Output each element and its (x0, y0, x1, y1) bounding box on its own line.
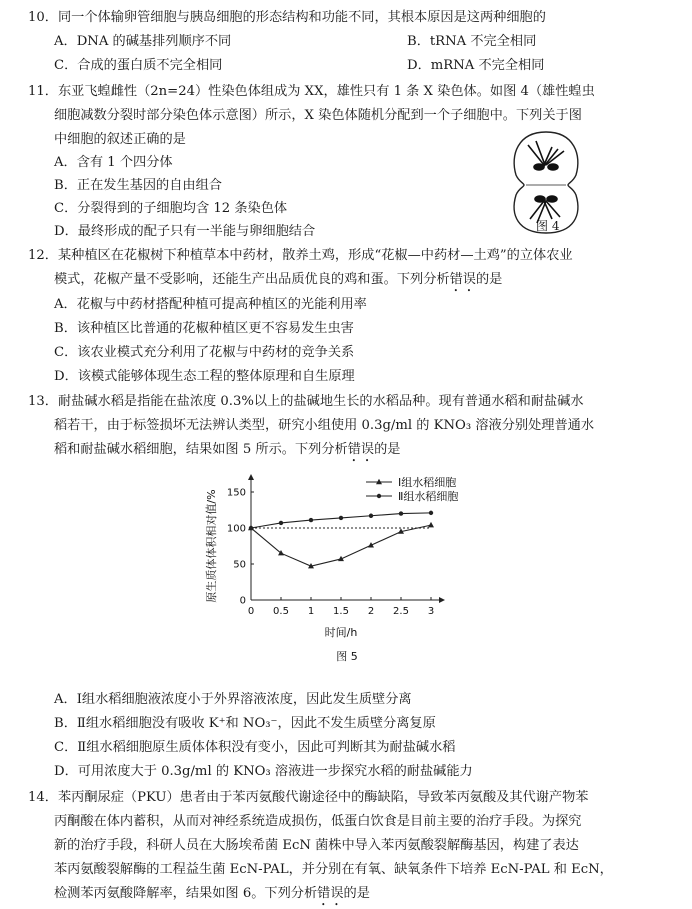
x-tick-label: 1.5 (333, 606, 349, 617)
q14-stem-line4: 苯丙氨酸裂解酶的工程益生菌 EcN-PAL，并分别在有氧、缺氧条件下培养 EcN-PAL 和 EcN， (54, 862, 613, 877)
q13-stem-line3 (54, 440, 400, 465)
y-axis-arrow (248, 474, 254, 480)
q14-stem-line3: 新的治疗手段，科研人员在大肠埃希菌 EcN 菌株中导入苯丙氨酸裂解酶基因，构建了表达 (54, 838, 579, 853)
q11-option-c: C．分裂得到的子细胞均含 12 条染色体 (54, 201, 288, 216)
q13-option-a: A．Ⅰ组水稻细胞液浓度小于外界溶液浓度，因此发生质壁分离 (54, 692, 412, 707)
q11-stem-line3: 中细胞的叙述正确的是 (54, 132, 186, 147)
series-2-point (309, 518, 313, 522)
q14-stem-tail: 的是 (343, 886, 370, 901)
y-tick-label: 50 (233, 559, 246, 571)
series-2-point (429, 511, 433, 515)
q11-option-d: D．最终形成的配子只有一半能与卵细胞结合 (54, 224, 316, 239)
q12-stem-line1: 12．某种植区在花椒树下种植草本中药材，散养土鸡，形成“花椒—中药材—土鸡”的立体农业 (28, 248, 573, 263)
q14-stem-line2: 丙酮酸在体内蓄积，从而对神经系统造成损伤，低蛋白饮食是目前主要的治疗手段。为探究 (54, 814, 582, 829)
q13-stem-line1: 13．耐盐碱水稻是指能在盐浓度 0.3%以上的盐碱地生长的水稻品种。现有普通水稻和耐盐碱水 (28, 394, 584, 409)
q14-stem-line1: 14．苯丙酮尿症（PKU）患者由于苯丙氨酸代谢途径中的酶缺陷，导致苯丙氨酸及其代谢产物苯 (28, 790, 589, 805)
q13-stem-tail: 的是 (374, 442, 401, 457)
series-2-point (399, 511, 403, 515)
chromosomes-upper (528, 141, 564, 170)
q13-option-b: B．Ⅱ组水稻细胞没有吸收 K⁺和 NO₃⁻，因此不发生质壁分离复原 (54, 716, 436, 731)
q12-stem-line2 (54, 270, 502, 295)
q13-stem-text: 稻和耐盐碱水稻细胞，结果如图 5 所示。下列分析 (54, 442, 348, 457)
x-tick-label: 1 (307, 606, 315, 617)
x-tick-label: 2 (367, 606, 375, 617)
q14-stem-line5 (54, 884, 370, 909)
figure-4-caption: 图 4 (536, 219, 560, 233)
q11-option-a: A．含有 1 个四分体 (54, 155, 173, 170)
series-1-point (428, 522, 434, 527)
q11-stem-line2: 细胞减数分裂时部分染色体示意图）所示，X 染色体随机分配到一个子细胞中。下列关于图 (54, 108, 582, 123)
q13-emphasis: 错误 (347, 442, 375, 457)
q12-stem-tail: 的是 (476, 272, 503, 287)
series-line-2 (251, 513, 431, 528)
q10-option-b: B．tRNA 不完全相同 (407, 34, 537, 49)
q11-option-b: B．正在发生基因的自由组合 (54, 178, 222, 193)
y-tick-label: 150 (226, 487, 246, 499)
q10-option-c: C．合成的蛋白质不完全相同 (54, 58, 223, 73)
x-axis-arrow (439, 597, 445, 603)
q12-option-b: B．该种植区比普通的花椒种植区更不容易发生虫害 (54, 321, 354, 336)
figure-5-caption: 图 5 (336, 650, 358, 663)
y-tick-label: 0 (239, 595, 246, 607)
series-2-point (339, 516, 343, 520)
x-tick-label: 2.5 (393, 606, 409, 617)
y-tick-label: 100 (226, 523, 246, 535)
q13-stem-line2: 稻若干，由于标签损坏无法辨认类型，研究小组使用 0.3g/ml 的 KNO₃ 溶液分别处理普通水 (54, 418, 595, 433)
q10-option-a: A．DNA 的碱基排列顺序不同 (54, 34, 232, 49)
legend-label-2: Ⅱ组水稻细胞 (398, 490, 459, 503)
y-axis-label: 原生质体体积相对值/% (205, 489, 218, 603)
q10-stem: 10．同一个体输卵管细胞与胰岛细胞的形态结构和功能不同，其根本原因是这两种细胞的 (28, 10, 546, 25)
figure-5-line-chart (196, 470, 496, 670)
x-tick-label: 0 (247, 606, 255, 617)
q10-option-d: D．mRNA 不完全相同 (407, 58, 545, 73)
x-tick-label: 0.5 (273, 606, 289, 617)
q12-option-d: D．该模式能够体现生态工程的整体原理和自生原理 (54, 369, 355, 384)
legend-label-1: Ⅰ组水稻细胞 (398, 476, 457, 489)
q12-option-c: C．该农业模式充分利用了花椒与中药材的竞争关系 (54, 345, 355, 360)
q14-emphasis: 错误 (317, 886, 344, 901)
q12-option-a: A．花椒与中药材搭配种植可提高种植区的光能利用率 (54, 297, 367, 312)
series-2-point (279, 521, 283, 525)
q13-option-c: C．Ⅱ组水稻细胞原生质体体积没有变小，因此可判断其为耐盐碱水稻 (54, 740, 456, 755)
x-tick-label: 3 (427, 606, 435, 617)
series-2-point (369, 514, 373, 518)
q12-stem-text: 模式，花椒产量不受影响，还能生产出品质优良的鸡和蛋。下列分析 (54, 272, 450, 287)
x-axis-label: 时间/h (324, 626, 358, 639)
q13-option-d: D．可用浓度大于 0.3g/ml 的 KNO₃ 溶液进一步探究水稻的耐盐碱能力 (54, 764, 473, 779)
q14-stem-text: 检测苯丙氨酸降解率，结果如图 6。下列分析 (54, 886, 318, 901)
legend-marker-2 (377, 494, 381, 498)
series-2-point (249, 526, 253, 530)
q12-emphasis: 错误 (449, 272, 476, 287)
q11-stem-line1: 11．东亚飞蝗雌性（2n=24）性染色体组成为 XX，雄性只有 1 条 X 染色体。如图 4（雄性蝗虫 (28, 84, 595, 99)
